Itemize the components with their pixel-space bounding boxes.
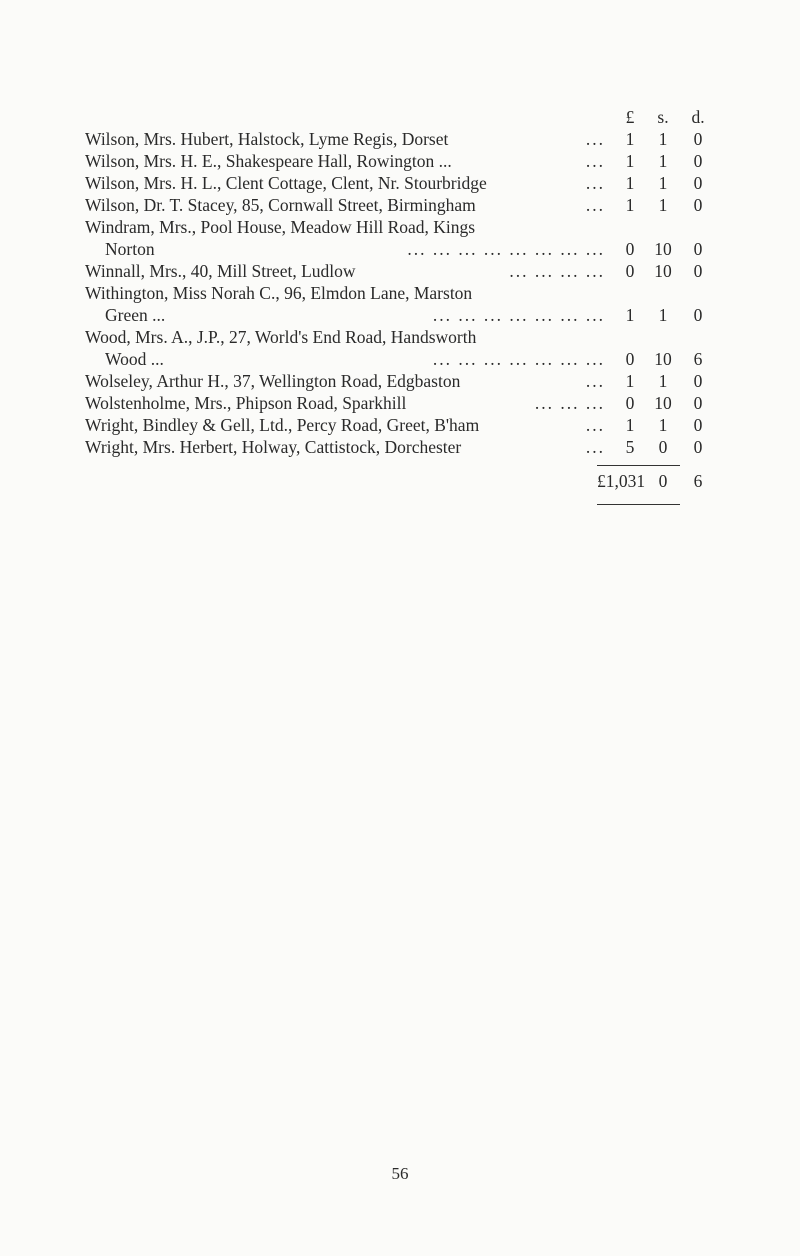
entry-line2: Norton bbox=[105, 239, 155, 259]
list-item bbox=[85, 436, 725, 458]
entry-pence: 0 bbox=[693, 173, 703, 193]
entry-line1: Wilson, Dr. T. Stacey, 85, Cornwall Street, Birmingham bbox=[85, 195, 476, 215]
entry-shillings: 0 bbox=[658, 437, 668, 457]
entry-amount bbox=[615, 128, 715, 150]
list-item bbox=[85, 172, 725, 194]
entry-pence: 6 bbox=[693, 349, 703, 369]
entry-shillings: 1 bbox=[658, 371, 668, 391]
pence-header: d. bbox=[691, 107, 705, 127]
entry-line1: Wilson, Mrs. Hubert, Halstock, Lyme Regis, Dorset bbox=[85, 129, 449, 149]
entry-name bbox=[85, 194, 605, 216]
dot-leader: ... bbox=[585, 437, 605, 457]
list-item bbox=[85, 370, 725, 392]
list-item bbox=[85, 128, 725, 150]
entry-line1: Withington, Miss Norah C., 96, Elmdon Lane, Marston bbox=[85, 283, 473, 303]
entry-name bbox=[85, 172, 605, 194]
pounds-header: £ bbox=[625, 107, 635, 127]
entry-pence: 0 bbox=[693, 371, 703, 391]
entry-amount bbox=[615, 348, 715, 370]
entry-pence: 0 bbox=[693, 437, 703, 457]
entry-pounds: 0 bbox=[625, 239, 635, 259]
entry-line2: Wood ... bbox=[105, 349, 164, 369]
total-pounds: £1,031 bbox=[597, 471, 646, 491]
list-item bbox=[85, 414, 725, 436]
entry-amount bbox=[615, 414, 715, 436]
shillings-header: s. bbox=[657, 107, 669, 127]
entry-pounds: 0 bbox=[625, 349, 635, 369]
entry-name bbox=[85, 150, 605, 172]
entry-line1: Wright, Mrs. Herbert, Holway, Cattistock, Dorchester bbox=[85, 437, 462, 457]
entry-line1: Wolstenholme, Mrs., Phipson Road, Sparkhill bbox=[85, 393, 407, 413]
entry-shillings: 1 bbox=[658, 129, 668, 149]
entry-pence: 0 bbox=[693, 393, 703, 413]
dot-leader: ... ... ... ... ... ... ... bbox=[432, 305, 605, 325]
entry-amount bbox=[615, 150, 715, 172]
amount-column-header bbox=[615, 106, 715, 128]
entry-amount bbox=[615, 392, 715, 414]
list-item bbox=[85, 260, 725, 282]
subscriber-list bbox=[85, 128, 725, 458]
grand-total bbox=[597, 470, 715, 492]
entry-line1: Wolseley, Arthur H., 37, Wellington Road, Edgbaston bbox=[85, 371, 461, 391]
entry-shillings: 10 bbox=[654, 349, 672, 369]
entry-name bbox=[85, 370, 605, 392]
entry-pence: 0 bbox=[693, 261, 703, 281]
entry-pence: 0 bbox=[693, 129, 703, 149]
entry-line1: Winnall, Mrs., 40, Mill Street, Ludlow bbox=[85, 261, 356, 281]
entry-pence: 0 bbox=[693, 415, 703, 435]
entry-shillings: 1 bbox=[658, 195, 668, 215]
entry-pounds: 1 bbox=[625, 415, 635, 435]
entry-pounds: 1 bbox=[625, 195, 635, 215]
entry-shillings: 1 bbox=[658, 305, 668, 325]
entry-pence: 0 bbox=[693, 239, 703, 259]
entry-pounds: 1 bbox=[625, 151, 635, 171]
entry-pounds: 1 bbox=[625, 129, 635, 149]
entry-amount bbox=[615, 370, 715, 392]
page-number: 56 bbox=[391, 1164, 409, 1183]
dot-leader: ... ... ... bbox=[534, 393, 605, 413]
list-item bbox=[85, 282, 725, 326]
dot-leader: ... ... ... ... ... ... ... ... bbox=[407, 239, 605, 259]
entry-pounds: 1 bbox=[625, 371, 635, 391]
entry-shillings: 1 bbox=[658, 151, 668, 171]
entry-shillings: 10 bbox=[654, 261, 672, 281]
entry-shillings: 1 bbox=[658, 415, 668, 435]
dot-leader: ... bbox=[585, 371, 605, 391]
entry-pounds: 5 bbox=[625, 437, 635, 457]
entry-name bbox=[85, 436, 605, 458]
total-shillings: 0 bbox=[658, 471, 668, 491]
entry-name bbox=[85, 414, 605, 436]
entry-line1: Wilson, Mrs. H. L., Clent Cottage, Clent, Nr. Stourbridge bbox=[85, 173, 487, 193]
entry-pounds: 0 bbox=[625, 393, 635, 413]
dot-leader: ... bbox=[585, 415, 605, 435]
entry-amount bbox=[615, 260, 715, 282]
entry-pounds: 0 bbox=[625, 261, 635, 281]
list-item bbox=[85, 216, 725, 260]
entry-shillings: 1 bbox=[658, 173, 668, 193]
dot-leader: ... bbox=[585, 151, 605, 171]
entry-line1: Wood, Mrs. A., J.P., 27, World's End Road, Handsworth bbox=[85, 327, 477, 347]
entry-shillings: 10 bbox=[654, 239, 672, 259]
entry-line1: Wilson, Mrs. H. E., Shakespeare Hall, Rowington ... bbox=[85, 151, 452, 171]
entry-pence: 0 bbox=[693, 151, 703, 171]
entry-amount bbox=[615, 172, 715, 194]
entry-shillings: 10 bbox=[654, 393, 672, 413]
list-item bbox=[85, 326, 725, 370]
entry-pounds: 1 bbox=[625, 173, 635, 193]
dot-leader: ... ... ... ... bbox=[509, 261, 605, 281]
list-item bbox=[85, 194, 725, 216]
list-item bbox=[85, 150, 725, 172]
dot-leader: ... ... ... ... ... ... ... bbox=[432, 349, 605, 369]
dot-leader: ... bbox=[585, 195, 605, 215]
entry-amount bbox=[615, 304, 715, 326]
entry-line1: Wright, Bindley & Gell, Ltd., Percy Road, Greet, B'ham bbox=[85, 415, 480, 435]
dot-leader: ... bbox=[585, 173, 605, 193]
entry-pence: 0 bbox=[693, 195, 703, 215]
total-pence: 6 bbox=[693, 471, 703, 491]
entry-amount bbox=[615, 238, 715, 260]
total-rule-bottom bbox=[597, 504, 680, 505]
entry-pounds: 1 bbox=[625, 305, 635, 325]
entry-line1: Windram, Mrs., Pool House, Meadow Hill Road, Kings bbox=[85, 217, 476, 237]
dot-leader: ... bbox=[585, 129, 605, 149]
list-item bbox=[85, 392, 725, 414]
entry-amount bbox=[615, 194, 715, 216]
entry-name bbox=[85, 392, 605, 414]
entry-amount bbox=[615, 436, 715, 458]
entry-line2: Green ... bbox=[105, 305, 166, 325]
total-rule-top bbox=[597, 465, 680, 466]
entry-pence: 0 bbox=[693, 305, 703, 325]
entry-name bbox=[85, 128, 605, 150]
